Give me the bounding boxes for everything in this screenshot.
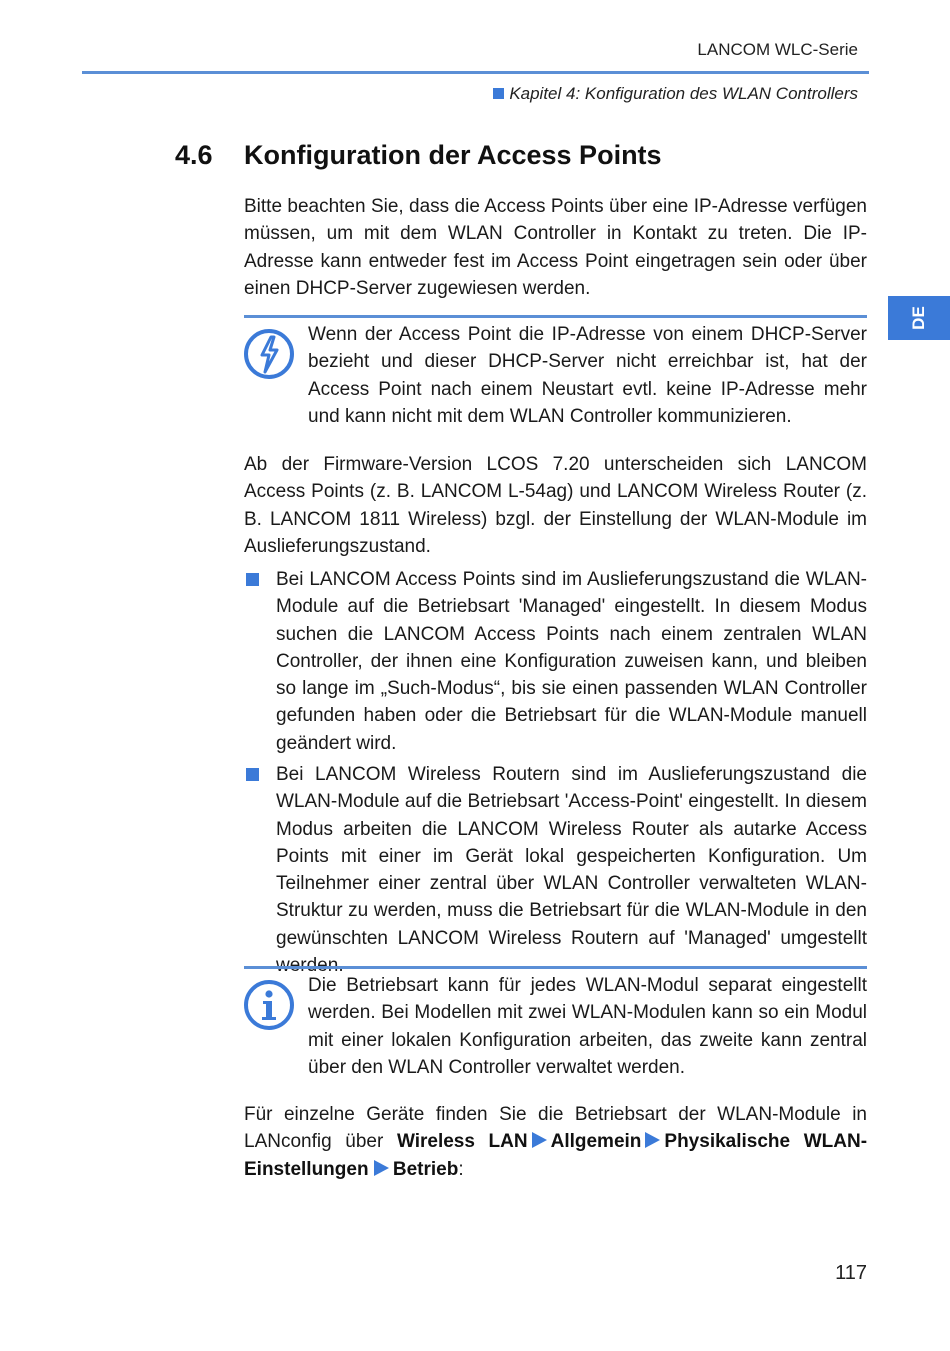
square-bullet-icon <box>493 88 504 99</box>
menu-arrow-icon <box>532 1132 547 1148</box>
menu-path-betrieb: Betrieb <box>392 1158 459 1180</box>
menu-arrow-icon <box>374 1160 389 1176</box>
section-heading <box>175 140 662 171</box>
chapter-title: Kapitel 4: Konfiguration des WLAN Controllers <box>509 84 858 103</box>
running-header-chapter <box>493 84 858 104</box>
header-divider <box>82 71 869 74</box>
running-header-series: LANCOM WLC-Serie <box>697 40 858 59</box>
language-tab <box>888 296 950 340</box>
menu-path-wireless-lan: Wireless LAN <box>396 1131 528 1153</box>
lanconfig-path-paragraph <box>244 1101 867 1183</box>
section-title: Konfiguration der Access Points <box>244 140 662 170</box>
lanconfig-lead-text: Für einzelne Geräte finden Sie die Betriebsart der WLAN-Module in LANconfig über <box>244 1104 867 1153</box>
page-number: 117 <box>835 1262 867 1284</box>
menu-path-allgemein: Allgemein <box>550 1131 642 1153</box>
language-tab-label: DE <box>909 306 928 330</box>
lightning-warning-icon <box>243 328 295 380</box>
square-bullet-icon <box>246 573 259 586</box>
menu-arrow-icon <box>645 1132 660 1148</box>
firmware-paragraph: Ab der Firmware-Version LCOS 7.20 unterscheiden sich LANCOM Access Points (z. B. LANCOM L-54ag) und LANCOM Wireless Router (z. B. LANCOM 1811 Wireless) bzgl. der Einstellung der WLAN-Module im Auslieferungszustand. <box>244 454 867 557</box>
warning-note-divider <box>244 315 867 318</box>
warning-note-text: Wenn der Access Point die IP-Adresse von einem DHCP-Server bezieht und dieser DHCP-Server nicht erreichbar ist, hat der Access Point nach einem Neustart evtl. keine IP-Adresse mehr und kann nicht mit dem WLAN Controller kommunizieren. <box>308 324 867 427</box>
section-number: 4.6 <box>175 140 213 170</box>
lanconfig-trailing-colon: : <box>458 1158 464 1180</box>
menu-path-physikalische-wlan-einstellungen: Physikalische WLAN-Einstellungen <box>244 1131 868 1180</box>
bullet-access-points: Bei LANCOM Access Points sind im Auslieferungszustand die WLAN-Module auf die Betriebsart 'Managed' eingestellt. In diesem Modus suchen die LANCOM Access Points nach einem zentralen WLAN Controller, der ihnen eine Konfiguration zuweisen kann, und bleiben so lange im „Such-Modus“, bis sie einen passenden WLAN Controller gefunden haben oder die Betriebsart für die WLAN-Module manuell geändert wird. <box>276 569 867 754</box>
info-note-divider <box>244 966 867 969</box>
info-note-text: Die Betriebsart kann für jedes WLAN-Modul separat eingestellt werden. Bei Modellen mit zwei WLAN-Modulen kann so ein Modul mit einer lokalen Konfiguration arbeiten, das zweite kann zentral über den WLAN Controller verwaltet werden. <box>308 975 867 1078</box>
intro-paragraph: Bitte beachten Sie, dass die Access Points über eine IP-Adresse verfügen müssen, um mit dem WLAN Controller in Kontakt zu treten. Die IP-Adresse kann entweder fest im Access Point eingetragen sein oder über einen DHCP-Server zugewiesen werden. <box>244 196 867 299</box>
bullet-wireless-routers: Bei LANCOM Wireless Routern sind im Auslieferungszustand die WLAN-Module auf die Betriebsart 'Access-Point' eingestellt. In diesem Modus arbeiten die LANCOM Wireless Router als autarke Access Points mit einer im Gerät lokal gespeicherten Konfiguration. Um Teilnehmer einer zentral über WLAN Controller verwalteten WLAN-Struktur zu werden, muss die Betriebsart für die WLAN-Module in den gewünschten LANCOM Wireless Routern auf 'Managed' umgestellt <box>276 764 867 949</box>
square-bullet-icon <box>246 768 259 781</box>
info-icon <box>243 979 295 1031</box>
